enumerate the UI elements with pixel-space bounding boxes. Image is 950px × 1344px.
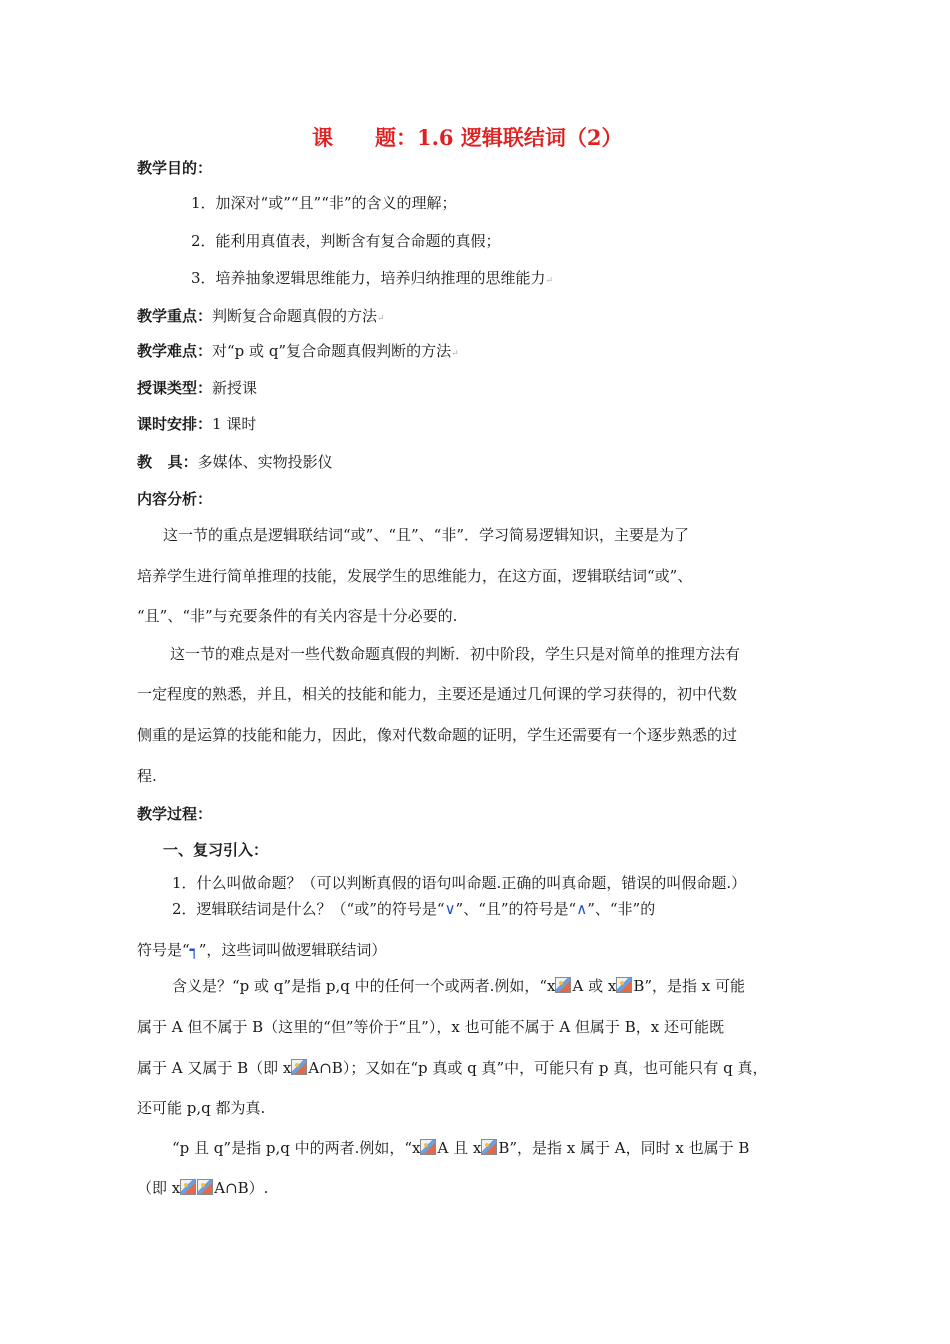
difficulty-text: 对“p 或 q”复合命题真假判断的方法: [212, 342, 452, 360]
and-symbol: ∧: [576, 900, 588, 918]
and-text: A∩B）.: [214, 1179, 269, 1197]
difficulty: [137, 341, 459, 364]
broken-image-icon: [180, 1179, 196, 1195]
or-text: A∩B）；又如在“p 真或 q 真”中，可能只有 p 真，也可能只有 q 真，: [308, 1059, 768, 1077]
key-point-text: 判断复合命题真假的方法: [212, 307, 378, 325]
or-meaning-line: [172, 976, 745, 996]
or-meaning-line: 属于 A 但不属于 B（这里的“但”等价于“且”），x 也可能不属于 A 但属于 B，x 还可能既: [137, 1018, 724, 1036]
schedule: [137, 414, 256, 434]
analysis-line: 一定程度的熟悉，并且，相关的技能和能力，主要还是通过几何课的学习获得的，初中代数: [137, 685, 738, 703]
key-point: [137, 306, 385, 329]
or-symbol: ∨: [444, 900, 456, 918]
not-symbol: ┑: [189, 941, 199, 959]
and-meaning-line: [137, 1178, 268, 1198]
paragraph-mark: ↵: [545, 276, 554, 286]
review-question-2: [172, 899, 655, 919]
broken-image-icon: [197, 1179, 213, 1195]
broken-image-icon: [481, 1139, 497, 1155]
schedule-text: 1 课时: [212, 415, 257, 433]
objective-text: 3．培养抽象逻辑思维能力，培养归纳推理的思维能力: [191, 269, 546, 287]
key-point-label: 教学重点：: [137, 307, 213, 325]
objectives-heading: 教学目的：: [137, 159, 213, 177]
analysis-line: 培养学生进行简单推理的技能，发展学生的思维能力，在这方面，逻辑联结词“或”、: [137, 567, 693, 585]
analysis-line: “且”、“非”与充要条件的有关内容是十分必要的.: [137, 607, 458, 625]
lesson-type-text: 新授课: [212, 379, 258, 397]
paragraph-mark: ↵: [377, 314, 385, 324]
q2-text: 符号是“: [137, 941, 190, 959]
tools-text: 多媒体、实物投影仪: [197, 453, 333, 471]
q2-text: ”，这些词叫做逻辑联结词）: [198, 941, 387, 959]
lesson-type-label: 授课类型：: [137, 379, 213, 397]
lesson-title: [312, 125, 622, 151]
and-meaning-line: [172, 1138, 749, 1158]
process-heading: 教学过程：: [137, 805, 213, 823]
analysis-heading: 内容分析：: [137, 490, 213, 508]
and-text: A 且 x: [437, 1139, 482, 1157]
or-text: B”，是指 x 可能: [633, 977, 746, 995]
tools: [137, 452, 333, 472]
and-text: B”，是指 x 属于 A，同时 x 也属于 B: [498, 1139, 750, 1157]
and-text: （即 x: [137, 1179, 181, 1197]
tools-label: 教 具：: [137, 453, 198, 471]
review-question-2-cont: [137, 940, 386, 960]
analysis-line: 这一节的重点是逻辑联结词“或”、“且”、“非”．学习简易逻辑知识，主要是为了: [163, 526, 690, 544]
section-heading: 一、复习引入：: [163, 841, 269, 859]
objective-item: [191, 268, 553, 291]
schedule-label: 课时安排：: [137, 415, 213, 433]
q2-text: 2．逻辑联结词是什么？（“或”的符号是“: [172, 900, 445, 918]
title-label: 课: [312, 125, 333, 150]
review-question-1: 1．什么叫做命题？（可以判断真假的语句叫命题.正确的叫真命题，错误的叫假命题.）: [172, 874, 747, 892]
broken-image-icon: [291, 1059, 307, 1075]
analysis-line: 程.: [137, 767, 157, 785]
or-meaning-line: [137, 1058, 767, 1078]
or-text: 含义是？“p 或 q”是指 p,q 中的任何一个或两者.例如，“x: [172, 977, 556, 995]
q2-text: ”、“非”的: [587, 900, 656, 918]
objective-item: 2．能利用真值表，判断含有复合命题的真假；: [191, 232, 501, 250]
title-text: 题：1.6 逻辑联结词（2）: [375, 125, 623, 150]
or-text: 属于 A 又属于 B（即 x: [137, 1059, 292, 1077]
lesson-type: [137, 378, 257, 398]
difficulty-label: 教学难点：: [137, 342, 213, 360]
or-text: A 或 x: [572, 977, 617, 995]
broken-image-icon: [555, 977, 571, 993]
broken-image-icon: [420, 1139, 436, 1155]
q2-text: ”、“且”的符号是“: [455, 900, 577, 918]
analysis-line: 侧重的是运算的技能和能力，因此，像对代数命题的证明，学生还需要有一个逐步熟悉的过: [137, 726, 738, 744]
broken-image-icon: [616, 977, 632, 993]
paragraph-mark: ↵: [451, 349, 459, 359]
and-text: “p 且 q”是指 p,q 中的两者.例如，“x: [172, 1139, 421, 1157]
or-meaning-line: 还可能 p,q 都为真.: [137, 1099, 266, 1117]
objective-item: 1．加深对“或”“且”“非”的含义的理解；: [191, 194, 457, 212]
analysis-line: 这一节的难点是对一些代数命题真假的判断．初中阶段，学生只是对简单的推理方法有: [170, 645, 741, 663]
